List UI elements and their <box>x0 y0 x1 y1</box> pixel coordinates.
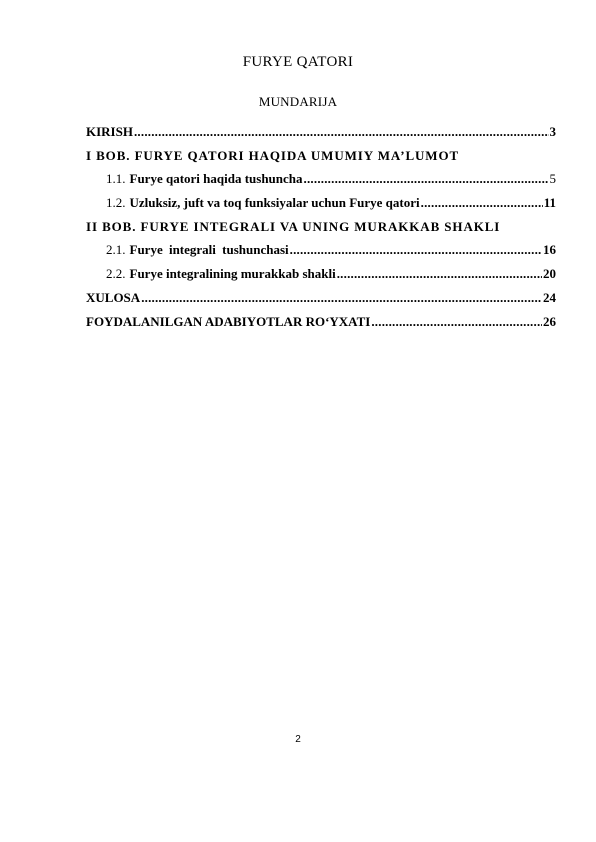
toc-page-number: 16 <box>543 242 556 258</box>
dot-leader <box>141 290 542 306</box>
toc-page-number: 5 <box>549 171 556 187</box>
toc-entry-adabiyotlar <box>86 314 556 338</box>
toc-entry-2-1 <box>86 242 556 266</box>
section-number: 2.2. <box>106 266 126 282</box>
section-number: 1.2. <box>106 195 126 211</box>
dot-leader <box>304 171 549 187</box>
toc-entry-kirish <box>86 124 556 148</box>
toc-chapter-1 <box>86 148 556 172</box>
toc-entry-label: Uzluksiz, juft va toq funksiyalar uchun Furye qatori <box>129 195 420 211</box>
dot-leader <box>421 195 543 211</box>
toc-page-number: 3 <box>549 124 556 139</box>
dot-leader <box>337 266 542 282</box>
section-number: 1.1. <box>106 171 126 187</box>
toc-page-number: 24 <box>543 289 556 305</box>
toc-entry-label: Furye integralining murakkab shakli <box>129 266 336 282</box>
toc-entry-label: KIRISH <box>86 124 133 139</box>
toc-entry-1-1 <box>86 171 556 195</box>
toc-entry-label: XULOSA <box>86 289 141 305</box>
document-title: FURYE QATORI <box>242 54 354 70</box>
toc-chapter-label: II BOB. FURYE INTEGRALI VA UNING MURAKKAB SHAKLI <box>86 218 501 234</box>
section-number: 2.1. <box>106 242 126 258</box>
toc-page-number: 20 <box>543 266 556 282</box>
toc-entry-label: Furye qatori haqida tushuncha <box>129 171 303 187</box>
toc-heading: MUNDARIJA <box>258 94 338 109</box>
toc-chapter-2 <box>86 219 556 243</box>
toc-entry-label: FOYDALANILGAN ADABIYOTLAR RO‘YXATI <box>86 313 371 329</box>
toc-entry-xulosa <box>86 290 556 314</box>
toc-chapter-label: I BOB. FURYE QATORI HAQIDA UMUMIY MA’LUMOT <box>86 147 460 163</box>
toc-entry-label: Furye integrali tushunchasi <box>129 242 289 258</box>
dot-leader <box>290 242 542 258</box>
toc-page-number: 26 <box>543 313 556 329</box>
toc-entry-2-2 <box>86 266 556 290</box>
page-number: 2 <box>295 734 301 745</box>
table-of-contents <box>86 124 556 337</box>
dot-leader <box>134 124 549 140</box>
toc-entry-1-2 <box>86 195 556 219</box>
dot-leader <box>371 314 542 330</box>
toc-page-number: 11 <box>543 195 556 211</box>
